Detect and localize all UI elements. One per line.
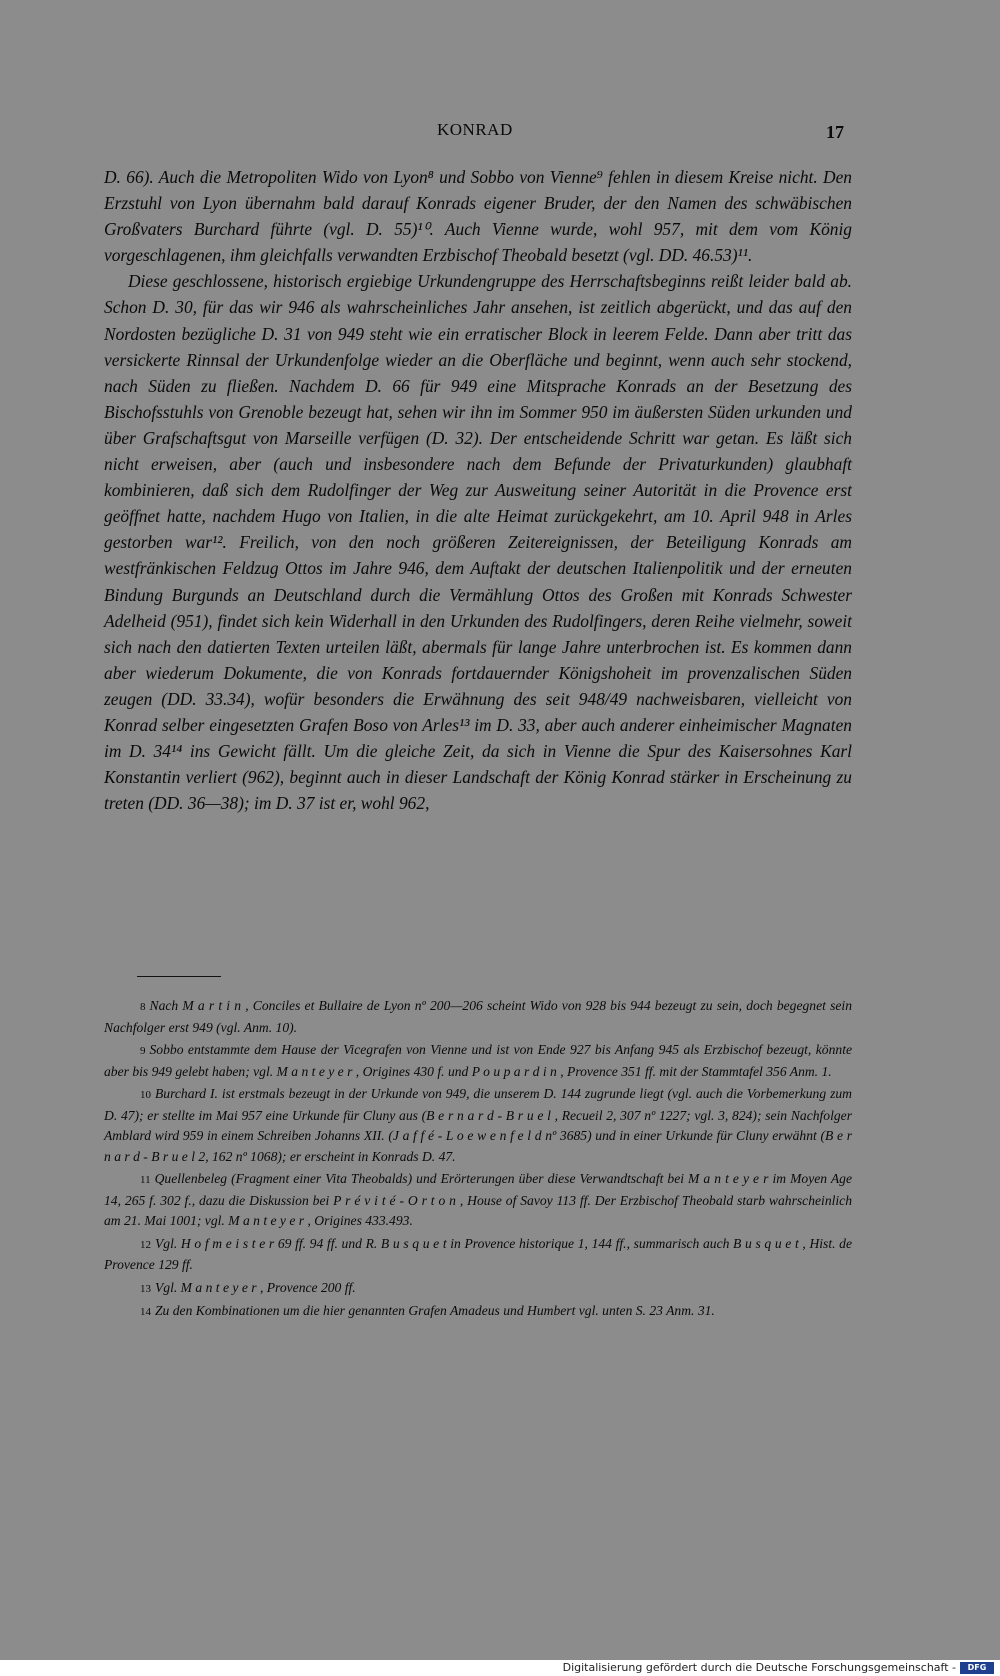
footnote-number: 9 [140,1045,146,1057]
paragraph: D. 66). Auch die Metropoliten Wido von Lyon⁸ und Sobbo von Vienne⁹ fehlen in diesem Kreise nicht. Den Erzstuhl von Lyon übernahm bald darauf Konrads eigener Bruder, der den Namen des schwäbischen Großvaters Burchard führte (vgl. D. 55)¹⁰. Auch Vienne wurde, wohl 957, mit dem vom König vorgeschlagenen, ihm gleichfalls verwandten Erzbischof Theobald besetzt (vgl. DD. 46.53)¹¹. [104,167,852,266]
funding-credit: Digitalisierung gefördert durch die Deutsche Forschungsgemeinschaft - [562,1661,956,1674]
footnote-text: Sobbo entstammte dem Hause der Vicegrafen von Vienne und ist von Ende 927 bis Anfang 945 als Erzbischof bezeugt, könnte aber bis 949 gelebt haben; vgl. M a n t e y e r , Origines 430 f. und P o u p a r d i n , Provence 351 ff. mit der Stammtafel 356 Anm. 1. [104,1042,852,1079]
footnote-text: Zu den Kombinationen um die hier genannten Grafen Amadeus und Humbert vgl. unten S. 23 Anm. 31. [155,1303,715,1318]
footnote [104,996,852,1038]
footnote [104,1234,852,1276]
footnote-text: Burchard I. ist erstmals bezeugt in der Urkunde von 949, die unserem D. 144 zugrunde liegt (vgl. auch die Vorbemerkung zum D. 47); er stellte im Mai 957 eine Urkunde für Cluny aus (B e r n a r d - B r u e l , Recueil 2, 307 nº 1227; vgl. 3, 824); sein Nachfolger Amblard wird 959 in einem Schreiben Johanns XII. (J a f f é - L o e w e n f e l d nº 3685) und in einer Urkunde für Cluny erwähnt (B e r n a r d - B r u e l 2, 162 nº 1068); er erscheint in Konrads D. 47. [104,1086,852,1164]
footnote [104,1169,852,1232]
footnote [104,1040,852,1082]
footnote-number: 14 [140,1306,151,1318]
footnote-number: 13 [140,1282,151,1295]
footnotes [104,996,852,1325]
footnote-text: Quellenbeleg (Fragment einer Vita Theobalds) und Erörterungen über diese Verwandtschaft bei M a n t e y e r im Moyen Age 14, 265 f. 302 f., dazu die Diskussion bei P r é v i t é - O r t o n , House of Savoy 113 ff. Der Erzbischof Theobald starb wahrscheinlich am 21. Mai 1001; vgl. M a n t e y e r , Origines 433.493. [104,1171,852,1228]
footnote-text: Nach M a r t i n , Conciles et Bullaire de Lyon nº 200—206 scheint Wido von 928 bis 944 bezeugt zu sein, doch begegnet sein Nachfolger erst 949 (vgl. Anm. 10). [104,998,852,1035]
footnote-number: 8 [140,1001,146,1013]
main-text [104,164,852,816]
footnote [104,1301,852,1323]
footnote [104,1278,852,1300]
running-title: KONRAD [437,120,513,139]
page-number: 17 [826,122,844,142]
footnote-number: 12 [140,1238,151,1251]
dfg-logo[interactable]: DFG [960,1662,994,1674]
footnote-text: Vgl. M a n t e y e r , Provence 200 ff. [155,1279,356,1295]
footnote-number: 11 [140,1174,151,1186]
footnote-text: Vgl. H o f m e i s t e r 69 ff. 94 ff. und R. B u s q u e t in Provence historique 1, 144 ff., summarisch auch B u s q u e t , Hist. de Provence 129 ff. [104,1235,852,1272]
footnote [104,1084,852,1167]
footnote-number: 10 [140,1089,151,1101]
paragraph: Diese geschlossene, historisch ergiebige Urkundengruppe des Herrschaftsbeginns reißt leider bald ab. Schon D. 30, für das wir 946 als wahrscheinliches Jahr ansehen, ist zeitlich abgerückt, und das auf den Nordosten bezügliche D. 31 von 949 steht wie ein erratischer Block in leerem Felde. Dann aber tritt das versickerte Rinnsal der Urkundenfolge wieder an die Oberfläche und beginnt, wenn auch sehr stockend, nach Süden zu fließen. Nachdem D. 66 für 949 eine Mitsprache Konrads an der Besetzung des Bischofsstuhls von Grenoble bezeugt hat, sehen wir ihn im Sommer 950 im äußersten Süden urkunden und über Grafschaftsgut von Marseille verfügen (D. 32). Der entscheidende Schritt war getan. Es läßt sich nicht erweisen, aber (auch und insbesondere nach dem Befunde der Privaturkunden) glaubhaft kombinieren, daß sich dem Rudolfinger der Weg zur Ausweitung seiner Autorität in die Provence erst geöffnet hatte, nachdem Hugo von Italien, in die alte Heimat zurückgekehrt, am 10. April 948 in Arles gestorben war¹². Freilich, von den noch größeren Zeitereignissen, der Beteiligung Konrads am westfränkischen Feldzug Ottos im Jahre 946, dem Auftakt der deutschen Italienpolitik und der erneuten Bindung Burgunds an Deutschland durch die Vermählung Ottos des Großen mit Konrads Schwester Adelheid (951), findet sich kein Widerhall in den Urkunden des Rudolfingers, deren Reihe vielmehr, soweit sich nach den datierten Texten urteilen läßt, abermals für lange Jahre unterbrochen ist. Es kommen dann aber wiederum Dokumente, die von Konrads fortdauernder Königshoheit im provenzalischen Süden zeugen (DD. 33.34), wofür besonders die Erwähnung des seit 948/49 nachweisbaren, vielleicht von Konrad selber eingesetzten Grafen Boso von Arles¹³ im D. 33, aber auch anderer einheimischer Magnaten im D. 34¹⁴ ins Gewicht fällt. Um die gleiche Zeit, da sich in Vienne die Spur des Kaisersohnes Karl Konstantin verliert (962), beginnt auch in dieser Landschaft der König Konrad stärker in Erscheinung zu treten (DD. 36—38); im D. 37 ist er, wohl 962, [104,271,852,814]
footnote-divider [137,976,221,977]
